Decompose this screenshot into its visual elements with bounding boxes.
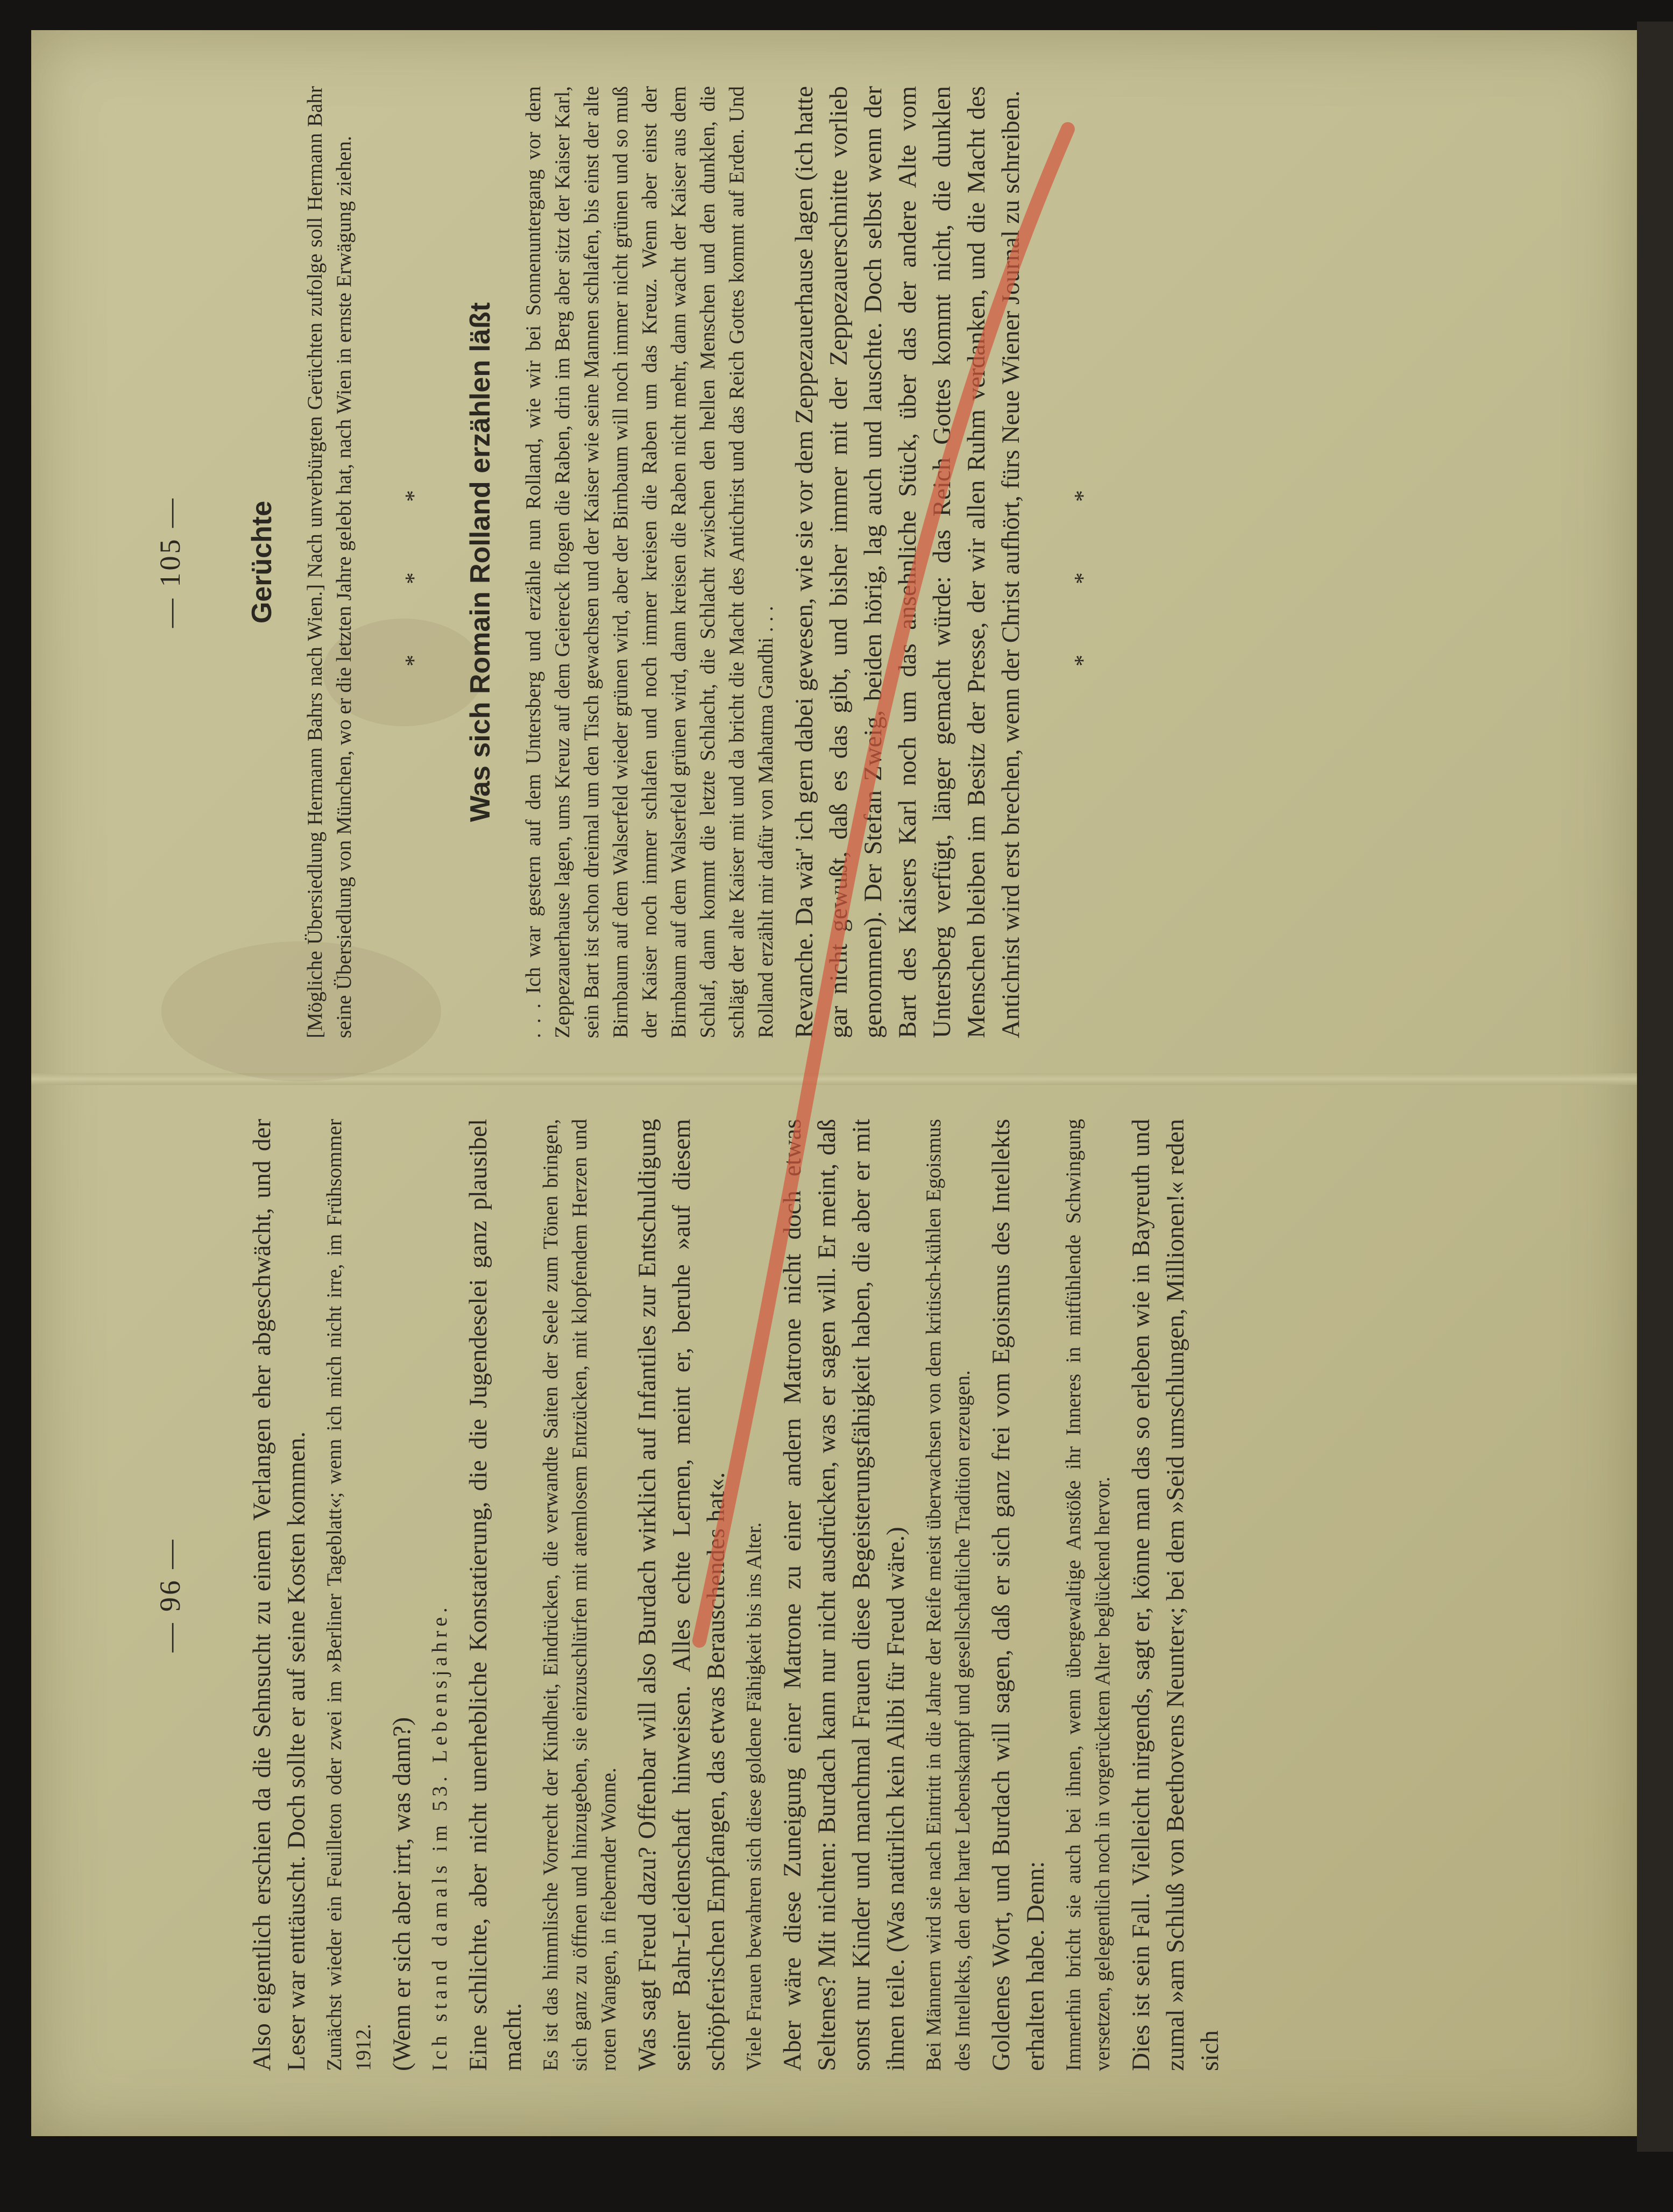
paragraph: . . . Ich war gestern auf dem Untersberg und erzähle nun Rolland, wie wir bei Sonnenuntergang vor dem Zeppezauerhause lagen, ums Kreuz auf dem Geiereck flogen die Raben, drin im Berg aber sitzt der Kaiser Karl, sein Bart ist schon dreimal um den Tisch gewachsen und der Kaiser wie seine Mannen schlafen, bis einst der alte Birnbaum auf dem Walserfeld wieder grünen wird, aber der Birnbaum will noch immer nicht grünen und so muß der Kaiser noch immer schlafen und noch immer kreisen die Raben um das Kreuz. Wenn aber einst der Birnbaum auf dem Walserfeld grünen wird, dann kreisen die Raben nicht mehr, dann wacht der Kaiser aus dem Schlaf, dann kommt die letzte Schlacht, die Schlacht zwischen den hellen Menschen und den dunklen, die schlägt der alte Kaiser mit und da bricht die Macht des Antichrist und das Reich Gottes kommt auf Erden. Und Rolland erzählt mir dafür von Mahatma Gandhi . . . <box>522 86 777 1038</box>
right-page <box>51 86 1622 1038</box>
paragraph: Bei Männern wird sie nach Eintritt in die Jahre der Reife meist überwachsen von dem kritisch-kühlen Egoismus des Intellekts, den der harte Lebenskampf und gesellschaftliche Tradition erzeugen. <box>922 1119 974 2071</box>
section-title-geruechte: Gerüchte <box>246 500 278 624</box>
left-page-text <box>245 1119 1234 2071</box>
section-title-rolland: Was sich Romain Rolland erzählen läßt <box>465 302 496 823</box>
page-number-left: — 96 — <box>154 1537 186 1653</box>
paragraph: Aber wäre diese Zuneigung einer Matrone zu einer andern Matrone nicht doch etwas Seltenes? Mit nichten: Burdach kann nur nicht ausdrücken, was er sagen will. Er meint, daß sonst nur Kinder und manchmal Frauen diese Begeisterungsfähigkeit haben, die aber er mit ihnen teile. (Was natürlich kein Alibi für Freud wäre.) <box>778 1119 910 2071</box>
left-page <box>51 1119 1622 2071</box>
paragraph: Dies ist sein Fall. Vielleicht nirgends, sagt er, könne man das so erleben wie in Bayreuth und zumal »am Schluß von Beethovens Neunter«; bei dem »Seid umschlungen, Millionen!« reden sich <box>1127 1119 1224 2071</box>
paragraph: Ich stand damals im 53. Lebensjahre. <box>428 1603 451 2071</box>
paragraph: [Mögliche Übersiedlung Hermann Bahrs nach Wien.] Nach unverbürgten Gerüchten zufolge soll Hermann Bahr seine Übersiedlung von München, wo er die letzten Jahre gelebt hat, nach Wien in ernste Erwägung ziehen. <box>303 86 356 1038</box>
paragraph: Es ist das himmlische Vorrecht der Kindheit, Eindrücken, die verwandte Saiten der Seele zum Tönen bringen, sich ganz zu öffnen und hinzugeben, sie einzuschlürfen mit atemlosem Entzücken, mit klopfendem Herzen und roten Wangen, in fiebernder Wonne. <box>539 1119 620 2071</box>
binding-edge <box>1637 22 1673 2152</box>
page-number-right: — 105 — <box>154 497 186 628</box>
paragraph: (Wenn er sich aber irrt, was dann?) <box>388 1717 416 2071</box>
section-divider-stars: * * * <box>1069 458 1096 667</box>
paragraph: Viele Frauen bewahren sich diese goldene Fähigkeit bis ins Alter. <box>742 1522 765 2071</box>
paragraph: Zunächst wieder ein Feuilleton oder zwei im »Berliner Tageblatt«; wenn ich mich nicht irre, im Frühsommer 1912. <box>323 1119 375 2071</box>
rotated-spread <box>51 32 1622 2119</box>
paragraph: Goldenes Wort, und Burdach will sagen, daß er sich ganz frei vom Egoismus des Intellekts erhalten habe. Denn: <box>987 1119 1050 2071</box>
paragraph: Also eigentlich erschien da die Sehnsucht zu einem Verlangen eher abgeschwächt, und der Leser war enttäuscht. Doch sollte er auf seine Kosten kommen. <box>248 1119 310 2071</box>
paragraph: Was sagt Freud dazu? Offenbar will also Burdach wirklich auf Infantiles zur Entschuldigung seiner Bahr-Leidenschaft hinweisen. Alles echte Lernen, meint er, beruhe »auf diesem schöpferischen Empfangen, das etwas Berauschendes hat«. <box>633 1119 730 2071</box>
paragraph: Immerhin bricht sie auch bei ihnen, wenn übergewaltige Anstöße ihr Inneres in mitfühlende Schwingung versetzen, gelegentlich noch in vorgerücktem Alter beglückend hervor. <box>1062 1119 1114 2071</box>
paragraph: Eine schlichte, aber nicht unerhebliche Konstatierung, die die Jugendeselei ganz plausibel macht. <box>464 1119 527 2071</box>
section-divider-stars: * * * <box>400 458 427 667</box>
paragraph: Revanche. Da wär' ich gern dabei gewesen, wie sie vor dem Zeppezauerhause lagen (ich hatte gar nicht gewußt, daß es das gibt, und bisher immer mit der Zeppezauerschnitte vorlieb genommen). Der Stefan Zweig, beiden hörig, lag auch und lauschte. Doch selbst wenn der Bart des Kaisers Karl noch um das ansehnliche Stück, über das der andere Alte vom Untersberg verfügt, länger gemacht würde: das Reich Gottes kommt nicht, die dunklen Menschen bleiben im Besitz der Presse, der wir allen Ruhm verdanken, und die Macht des Antichrist wird erst brechen, wenn der Christ aufhört, fürs Neue Wiener Journal zu schreiben. <box>790 86 1025 1038</box>
right-page-text <box>245 86 1132 1038</box>
